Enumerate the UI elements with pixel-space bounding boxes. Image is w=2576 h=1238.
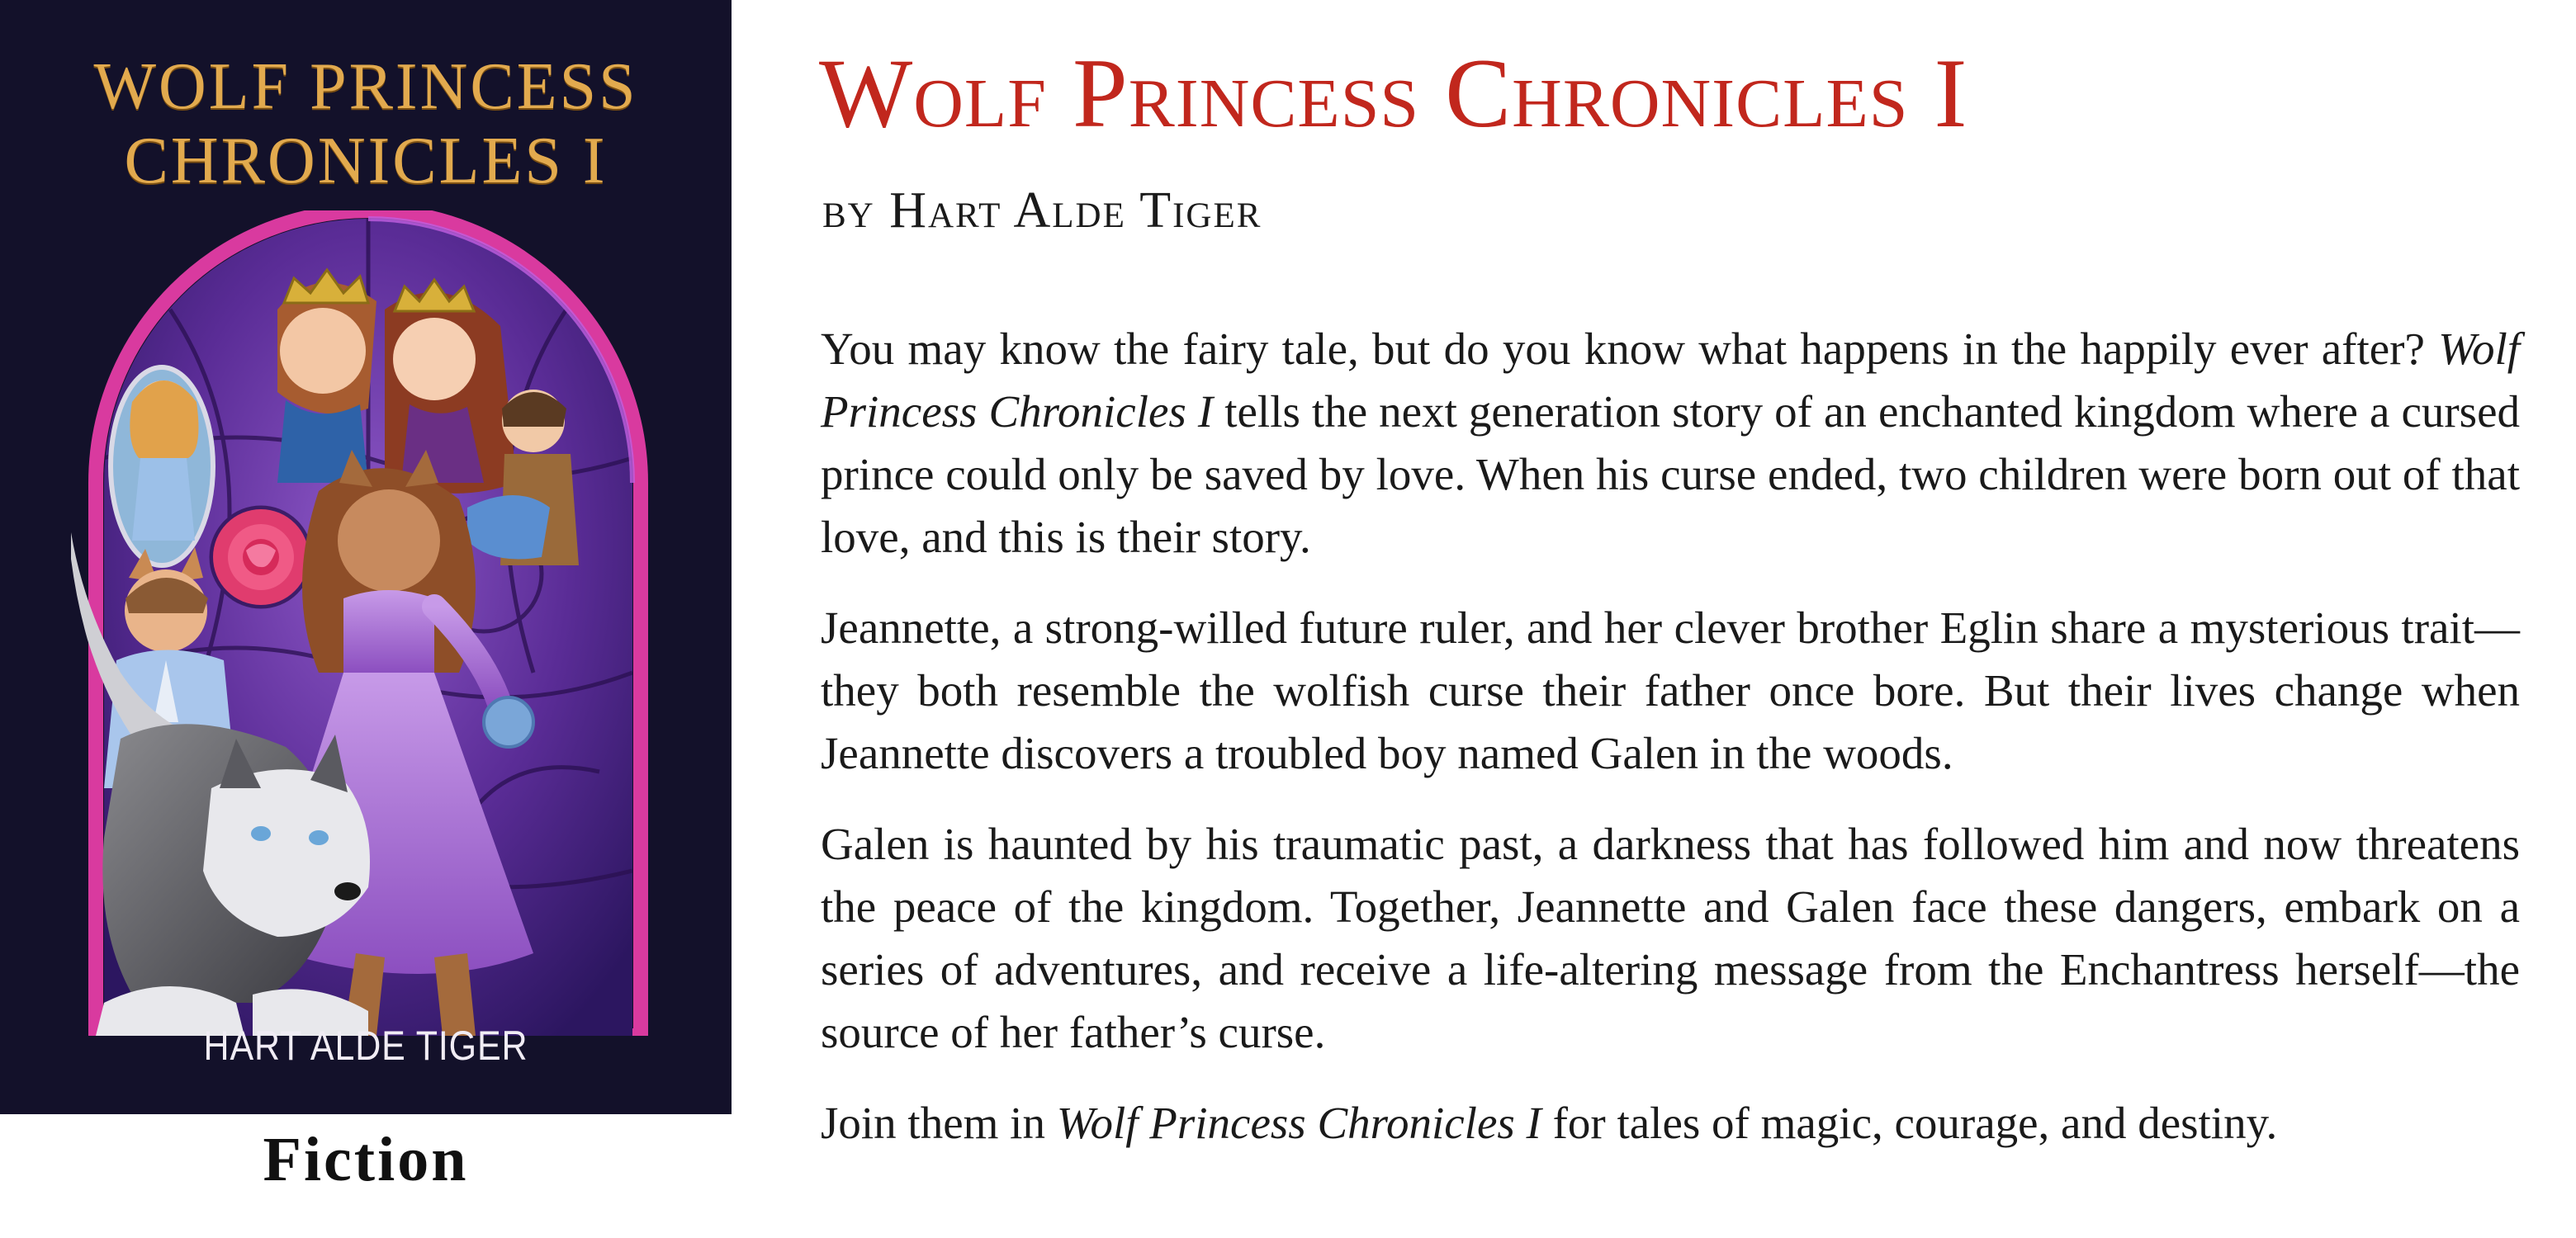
p1-book-title: Wolf Princess Chronicles I xyxy=(821,324,2520,437)
p4-text-a: Join them in xyxy=(821,1098,1057,1148)
book-description xyxy=(821,318,2520,1183)
p4-text-b: for tales of magic, courage, and destiny. xyxy=(1541,1098,2278,1148)
byline xyxy=(822,182,1262,240)
description-paragraph-1 xyxy=(821,318,2520,569)
byline-prefix: by xyxy=(822,182,875,239)
description-paragraph-4 xyxy=(821,1092,2520,1155)
cover-title-line1: WOLF PRINCESS xyxy=(93,50,638,123)
p1-text-a: You may know the fairy tale, but do you know what happens in the happily ever after? xyxy=(821,324,2439,374)
description-paragraph-2: Jeannette, a strong-willed future ruler, and her clever brother Eglin share a mysterious trait—they both resemble the wolfish curse their father once bore. But their lives change when Jeannette discovers a troubled boy named Galen in the woods. xyxy=(821,602,2520,778)
genre-label: Fiction xyxy=(263,1125,469,1194)
cover-illustration xyxy=(71,210,665,1036)
book-title: Wolf Princess Chronicles I xyxy=(819,38,1968,148)
byline-author: Hart Alde Tiger xyxy=(889,182,1262,239)
description-paragraph-3: Galen is haunted by his traumatic past, a darkness that has followed him and now threatens the peace of the kingdom. Together, Jeannette and Galen face these dangers, embark on a series of adventures, and receive a life-altering message from the Enchantress herself—the source of her father’s curse. xyxy=(821,819,2520,1057)
book-cover xyxy=(0,0,732,1114)
rose xyxy=(213,509,309,605)
p4-book-title: Wolf Princess Chronicles I xyxy=(1056,1098,1541,1148)
cover-author: HART ALDE TIGER xyxy=(203,1023,528,1069)
mirror-figure xyxy=(111,367,213,565)
cover-title-line2: CHRONICLES I xyxy=(124,125,608,197)
p1-text-b: tells the next generation story of an enchanted kingdom where a cursed prince could only be saved by love. When his curse ended, two children were born out of that love, and this is their story. xyxy=(821,386,2520,562)
